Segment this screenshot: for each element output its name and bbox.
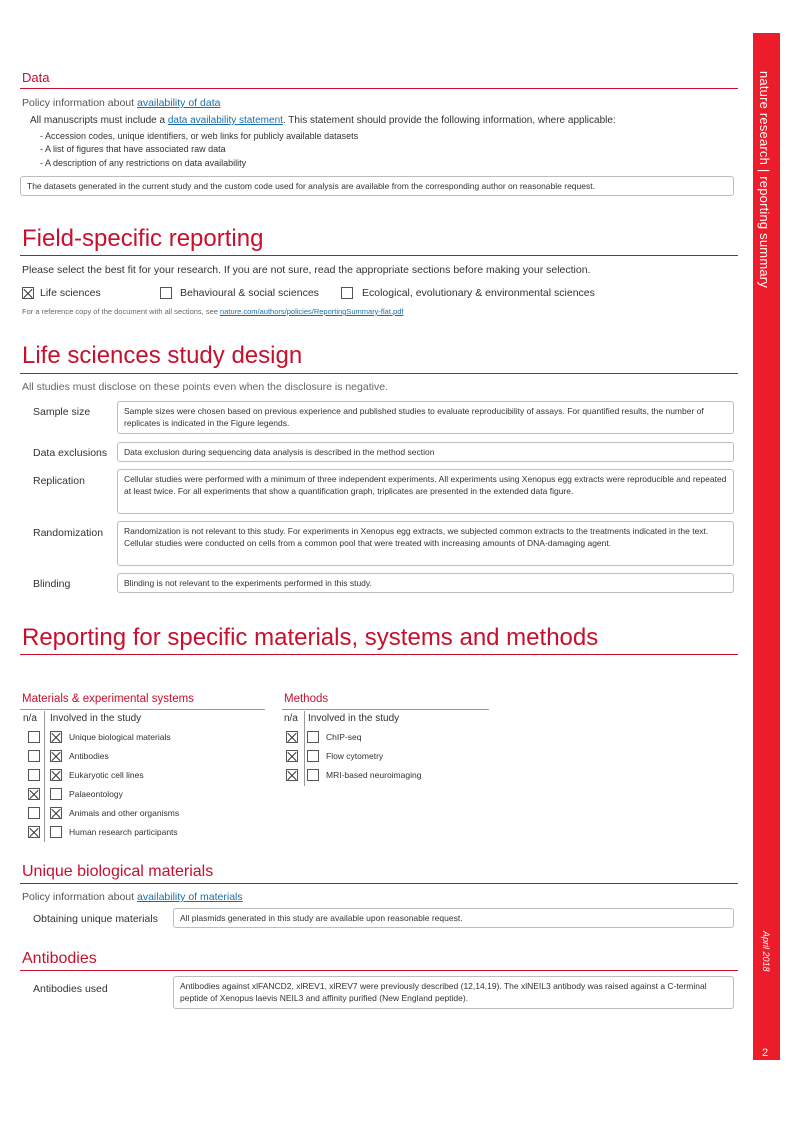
- materials-involved-checkbox[interactable]: [50, 788, 62, 800]
- data-exclusions-box[interactable]: Data exclusion during sequencing data analysis is described in the method section: [117, 442, 734, 462]
- antibodies-rule: [20, 970, 738, 971]
- materials-involved-checkbox[interactable]: [50, 769, 62, 781]
- unique-policy: [22, 891, 243, 903]
- materials-item-label: Palaeontology: [69, 789, 123, 799]
- materials-na-checkbox[interactable]: [28, 807, 40, 819]
- methods-na-header: n/a: [284, 713, 298, 724]
- methods-na-checkbox[interactable]: [286, 731, 298, 743]
- sidebar-band: [753, 33, 780, 1060]
- data-bullet: - A description of any restrictions on data availability: [40, 158, 247, 168]
- materials-title-rule: [20, 709, 265, 710]
- sample-size-label: Sample size: [33, 406, 91, 418]
- obtaining-box[interactable]: All plasmids generated in this study are available upon reasonable request.: [173, 908, 734, 928]
- materials-item-label: Antibodies: [69, 751, 109, 761]
- field-heading: Field-specific reporting: [22, 225, 264, 252]
- unique-policy-link[interactable]: availability of materials: [136, 891, 243, 903]
- methods-divider: [304, 711, 305, 786]
- data-intro: [30, 115, 616, 126]
- antibodies-heading: Antibodies: [22, 950, 97, 967]
- field-instruction: Please select the best fit for your research. If you are not sure, read the appropriate sections before making your selection.: [22, 264, 591, 276]
- methods-title-rule: [282, 709, 489, 710]
- ecological-checkbox[interactable]: [341, 287, 353, 299]
- replication-box[interactable]: Cellular studies were performed with a minimum of three independent experiments. All experiments using Xenopus egg extracts were reproducible and repeated at least twice. For all experiments that show a quantification graph, triplicates are presented in the extended data figure.: [117, 469, 734, 514]
- reference-prefix: For a reference copy of the document with all sections, see: [22, 307, 221, 316]
- data-rule: [20, 88, 738, 89]
- antibodies-label: Antibodies used: [33, 983, 108, 995]
- antibodies-box[interactable]: Antibodies against xlFANCD2, xlREV1, xlREV7 were previously described (12,14,19). The xlNEIL3 antibody was raised against a C-terminal peptide of Xenopus laevis NEIL3 and affinity purified (New England peptide).: [173, 976, 734, 1009]
- materials-rule: [20, 654, 738, 655]
- methods-item-label: ChIP-seq: [326, 732, 362, 742]
- materials-title: Materials & experimental systems: [22, 693, 194, 705]
- randomization-box[interactable]: Randomization is not relevant to this study. For experiments in Xenopus egg extracts, we subjected common extracts to the treatments indicated in the text. Cellular studies were conducted on cells from a common pool that were treated with increasing amounts of DNA-damaging agent.: [117, 521, 734, 566]
- materials-involved-header: Involved in the study: [50, 713, 142, 724]
- life-rule: [20, 373, 738, 374]
- life-sciences-label: Life sciences: [40, 287, 101, 299]
- materials-na-header: n/a: [23, 713, 37, 724]
- blinding-box[interactable]: Blinding is not relevant to the experiments performed in this study.: [117, 573, 734, 593]
- data-intro-prefix: All manuscripts must include a: [30, 115, 168, 126]
- materials-na-checkbox[interactable]: [28, 788, 40, 800]
- data-exclusions-label: Data exclusions: [33, 447, 108, 459]
- field-rule: [20, 255, 738, 256]
- materials-item-label: Animals and other organisms: [69, 808, 180, 818]
- page-number: 2: [762, 1047, 769, 1059]
- materials-na-checkbox[interactable]: [28, 750, 40, 762]
- materials-involved-checkbox[interactable]: [50, 826, 62, 838]
- blinding-label: Blinding: [33, 578, 71, 590]
- materials-na-checkbox[interactable]: [28, 826, 40, 838]
- data-policy: [22, 97, 220, 109]
- materials-involved-checkbox[interactable]: [50, 731, 62, 743]
- ecological-label: Ecological, evolutionary & environmental sciences: [362, 287, 595, 299]
- methods-involved-checkbox[interactable]: [307, 731, 319, 743]
- materials-na-checkbox[interactable]: [28, 731, 40, 743]
- obtaining-label: Obtaining unique materials: [33, 913, 158, 925]
- data-heading: Data: [22, 70, 50, 85]
- materials-divider: [44, 711, 45, 842]
- materials-involved-checkbox[interactable]: [50, 750, 62, 762]
- life-subtitle: All studies must disclose on these points even when the disclosure is negative.: [22, 381, 388, 393]
- reference-note: [22, 307, 403, 316]
- methods-involved-checkbox[interactable]: [307, 769, 319, 781]
- methods-title: Methods: [284, 693, 329, 705]
- methods-na-checkbox[interactable]: [286, 769, 298, 781]
- unique-policy-prefix: Policy information about: [22, 891, 137, 903]
- life-heading: Life sciences study design: [22, 342, 303, 369]
- reference-link[interactable]: nature.com/authors/policies/ReportingSummary-flat.pdf: [220, 307, 404, 316]
- unique-heading: Unique biological materials: [22, 863, 214, 880]
- materials-heading: Reporting for specific materials, systems and methods: [22, 624, 599, 651]
- data-policy-link[interactable]: availability of data: [136, 97, 221, 109]
- methods-item-label: Flow cytometry: [326, 751, 384, 761]
- sidebar-date: April 2018: [761, 931, 771, 972]
- data-statement-box[interactable]: The datasets generated in the current study and the custom code used for analysis are available from the corresponding author on reasonable request.: [20, 176, 734, 196]
- materials-item-label: Human research participants: [69, 827, 178, 837]
- materials-item-label: Unique biological materials: [69, 732, 171, 742]
- data-bullet: - A list of figures that have associated raw data: [40, 144, 226, 154]
- behavioural-checkbox[interactable]: [160, 287, 172, 299]
- randomization-label: Randomization: [33, 527, 104, 539]
- sample-size-box[interactable]: Sample sizes were chosen based on previous experience and published studies to evaluate reproducibility of assays. For quantified results, the number of replicates is indicated in the Figure legends.: [117, 401, 734, 434]
- methods-involved-checkbox[interactable]: [307, 750, 319, 762]
- sidebar-title: nature research | reporting summary: [757, 71, 772, 289]
- materials-na-checkbox[interactable]: [28, 769, 40, 781]
- materials-involved-checkbox[interactable]: [50, 807, 62, 819]
- methods-na-checkbox[interactable]: [286, 750, 298, 762]
- materials-item-label: Eukaryotic cell lines: [69, 770, 144, 780]
- data-availability-link[interactable]: data availability statement: [167, 115, 283, 126]
- data-bullet: - Accession codes, unique identifiers, or web links for publicly available datasets: [40, 131, 359, 141]
- methods-involved-header: Involved in the study: [308, 713, 400, 724]
- data-policy-prefix: Policy information about: [22, 97, 137, 109]
- life-sciences-checkbox[interactable]: [22, 287, 34, 299]
- unique-rule: [20, 883, 738, 884]
- behavioural-label: Behavioural & social sciences: [180, 287, 319, 299]
- data-intro-suffix: . This statement should provide the following information, where applicable:: [282, 115, 616, 126]
- methods-item-label: MRI-based neuroimaging: [326, 770, 422, 780]
- replication-label: Replication: [33, 475, 85, 487]
